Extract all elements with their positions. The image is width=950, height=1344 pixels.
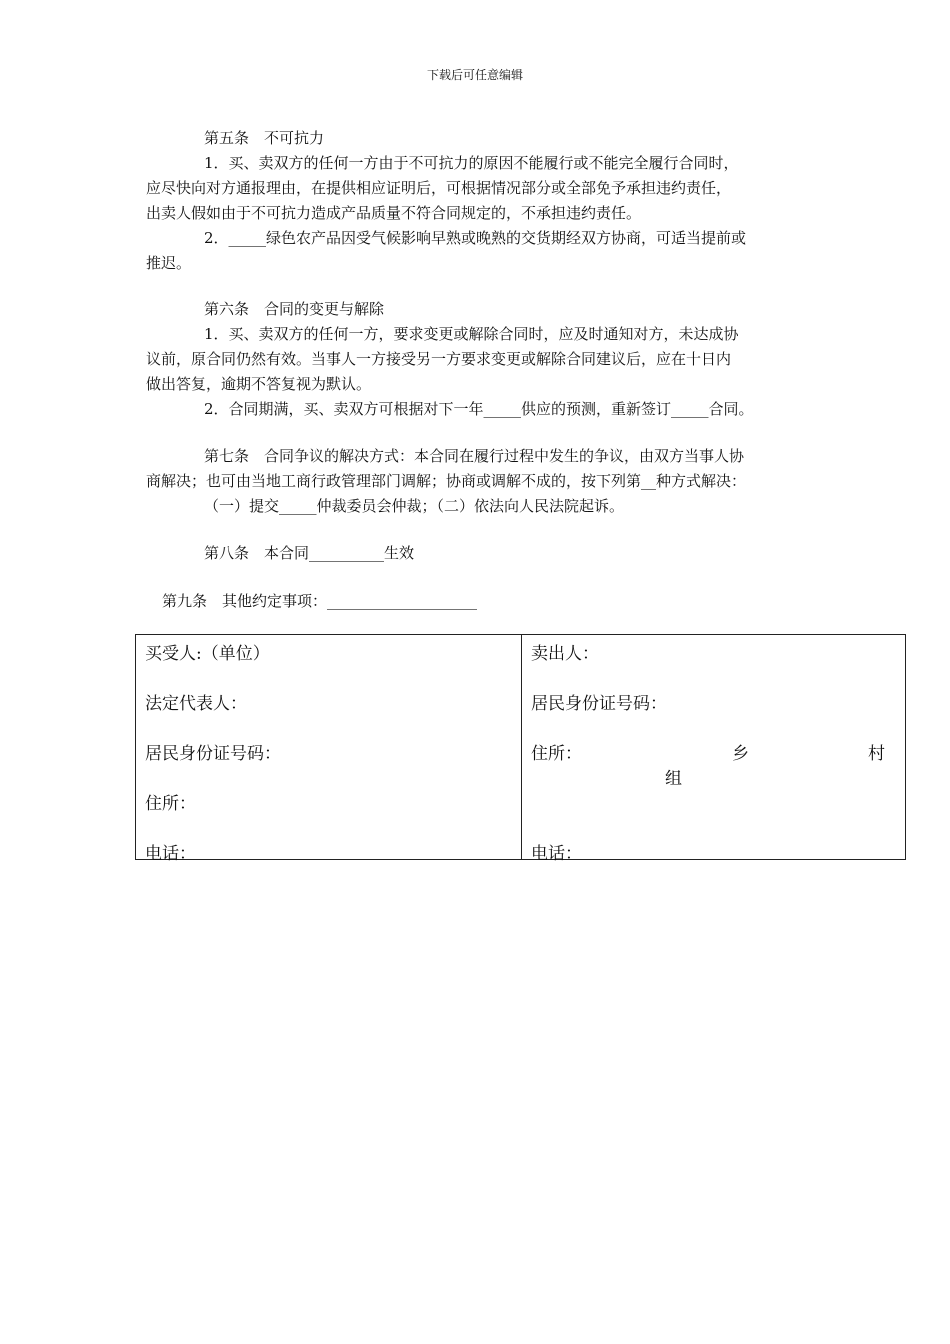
article7-line1: 第七条 合同争议的解决方式：本合同在履行过程中发生的争议，由双方当事人协 [204,447,745,465]
article5-title: 第五条 不可抗力 [204,129,325,147]
article5-p1-line2: 应尽快向对方通报理由，在提供相应证明后，可根据情况部分或全部免予承担违约责任， [146,179,732,197]
buyer-id-no: 居民身份证号码： [145,744,281,764]
article6-p1-line1: 1．买、卖双方的任何一方，要求变更或解除合同时，应及时通知对方，未达成协 [204,325,739,343]
article7-line3: （一）提交_____仲裁委员会仲裁；（二）依法向人民法院起诉。 [204,497,625,515]
article6-p1-line2: 议前，原合同仍然有效。当事人一方接受另一方要求变更或解除合同建议后，应在十日内 [146,350,732,368]
buyer-address: 住所： [145,794,196,814]
seller-village: 村 [868,744,885,764]
article5-p1-line3: 出卖人假如由于不可抗力造成产品质量不符合同规定的，不承担违约责任。 [146,204,642,222]
seller-id-no: 居民身份证号码： [531,694,667,714]
article6-title: 第六条 合同的变更与解除 [204,300,385,318]
buyer-cell [136,635,522,864]
buyer-legal-rep: 法定代表人： [145,694,247,714]
seller-address: 住所： [531,744,582,764]
article9 [162,591,477,611]
article6-p1-line3: 做出答复，逾期不答复视为默认。 [146,375,372,393]
seller-group: 组 [665,769,682,789]
buyer-title: 买受人:（单位） [145,644,270,664]
article7-line2: 商解决；也可由当地工商行政管理部门调解；协商或调解不成的，按下列第__种方式解决： [146,472,747,490]
seller-phone: 电话： [531,844,582,864]
article6-p2: 2．合同期满，买、卖双方可根据对下一年_____供应的预测，重新签订_____合同。 [204,400,754,418]
buyer-phone: 电话： [145,844,196,864]
article5-p1-line1: 1．买、卖双方的任何一方由于不可抗力的原因不能履行或不能完全履行合同时， [204,154,739,172]
article8: 第八条 本合同__________生效 [204,544,415,562]
article5-p2-line1: 2．_____绿色农产品因受气候影响早熟或晚熟的交货期经双方协商，可适当提前或 [204,229,747,247]
article9-blank: ____________________ [327,592,478,610]
page-header: 下载后可任意编辑 [426,68,523,82]
seller-township: 乡 [732,744,749,764]
seller-cell [522,635,906,864]
article9-label: 第九条 其他约定事项： [162,592,328,610]
seller-title: 卖出人： [531,644,599,664]
signature-table [135,634,906,864]
article5-p2-line2: 推迟。 [146,254,192,272]
